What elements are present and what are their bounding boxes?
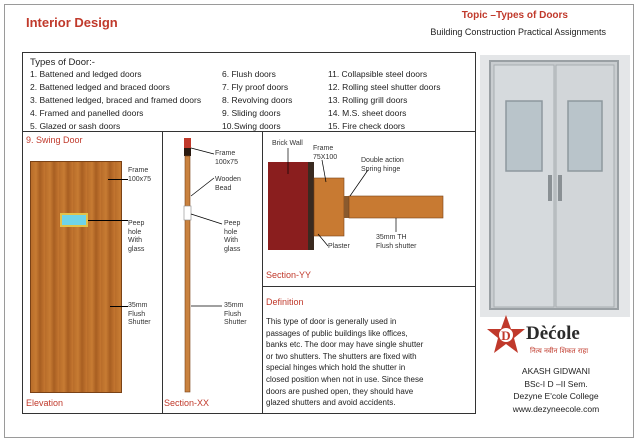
type-item: 4. Framed and panelled doors [30, 108, 144, 118]
section-yy-label: Section-YY [266, 270, 312, 280]
shutter-section [185, 156, 190, 392]
label-shutter-xx: 35mm Flush Shutter [224, 302, 247, 326]
leader-line [191, 178, 214, 196]
divider-section-yy [262, 286, 476, 287]
definition-text: This type of door is generally used in passages of public buildings like offices, banks etc. The door may have single shutter or two shutters. The shutters are fixed with special hinges which hold the shutter in closed position when not in use. Since these doors are pushed open, they should have glazed shutters and avoid accidents. [266, 317, 424, 408]
author-name: AKASH GIDWANI [521, 366, 591, 376]
type-item: 11. Collapsible steel doors [328, 69, 428, 79]
door-elevation [30, 161, 122, 393]
frame-top-section [184, 138, 191, 148]
label-frame-elevation: Frame 100x75 [128, 167, 151, 183]
type-item: 12. Rolling steel shutter doors [328, 82, 441, 92]
label-brick-wall: Brick Wall [272, 140, 303, 147]
frame-bead-section [184, 148, 191, 156]
type-item: 10.Swing doors [222, 121, 281, 131]
swing-door-title: 9. Swing Door [26, 135, 83, 145]
door-photo [480, 55, 630, 317]
label-shutter-elevation: 35mm Flush Shutter [128, 302, 151, 326]
course-name: BSc-I D –II Sem. [524, 378, 588, 389]
hinge-section [344, 196, 349, 218]
door-handle-right [558, 175, 562, 201]
types-column-2 [222, 68, 292, 133]
type-item: 7. Fly proof doors [222, 82, 289, 92]
types-heading: Types of Door:- [30, 57, 95, 68]
logo-tagline: नित्य नवीन शिकत राहा [530, 347, 589, 355]
page-subtitle: Building Construction Practical Assignments [430, 27, 606, 37]
decole-logo [486, 313, 606, 359]
label-bead-xx: Wooden Bead [215, 176, 241, 192]
type-item: 15. Fire check doors [328, 121, 406, 131]
glass-section [184, 206, 191, 220]
plaster-section [308, 162, 314, 250]
door-handle-left [548, 175, 552, 201]
brick-wall-section [268, 162, 308, 250]
label-peep-elevation: Peep hole With glass [128, 220, 145, 253]
leader-line [191, 214, 222, 224]
type-item: 13. Rolling grill doors [328, 95, 408, 105]
page-title: Interior Design [26, 15, 118, 30]
type-item: 3. Battened ledged, braced and framed doors [30, 95, 202, 105]
label-frame-yy: Frame 75X100 [313, 145, 338, 161]
peep-hole-glass [60, 213, 88, 227]
type-item: 2. Battened ledged and braced doors [30, 82, 170, 92]
label-hinge-yy: Double action Spring hinge [361, 157, 404, 173]
leader-line [191, 148, 214, 154]
type-item: 1. Battened and ledged doors [30, 69, 142, 79]
type-item: 8. Revolving doors [222, 95, 293, 105]
types-column-3 [328, 68, 440, 133]
svg-text:D: D [501, 328, 511, 343]
logo-star-icon [487, 315, 525, 353]
logo-wordmark: Dèćole [526, 323, 580, 344]
topic-title: Topic –Types of Doors [461, 10, 568, 21]
door-frame-section [314, 178, 344, 236]
label-shutter-yy: 35mm TH Flush shutter [376, 234, 417, 250]
label-plaster: Plaster [328, 243, 350, 250]
college-name: Dezyne E'cole College [513, 391, 599, 401]
label-peep-xx: Peep hole With glass [224, 220, 241, 253]
label-frame-xx: Frame 100x75 [215, 150, 238, 166]
section-xx-drawing [164, 134, 262, 394]
elevation-label: Elevation [26, 398, 64, 408]
leader-line [108, 179, 128, 180]
vision-panel-right [568, 101, 602, 171]
leader-line [110, 306, 128, 307]
college-website: www.dezyneecole.com [512, 403, 600, 414]
type-item: 9. Sliding doors [222, 108, 281, 118]
type-item: 14. M.S. sheet doors [328, 108, 407, 118]
flush-shutter-section [349, 196, 443, 218]
vision-panel-left [506, 101, 542, 171]
type-item: 5. Glazed or sash doors [30, 121, 121, 131]
author-block [478, 365, 634, 415]
types-column-1 [30, 68, 201, 133]
section-xx-label: Section-XX [164, 398, 210, 408]
type-item: 6. Flush doors [222, 69, 276, 79]
divider-elevation [162, 132, 163, 414]
definition-title: Definition [266, 297, 304, 307]
leader-line [88, 220, 128, 221]
